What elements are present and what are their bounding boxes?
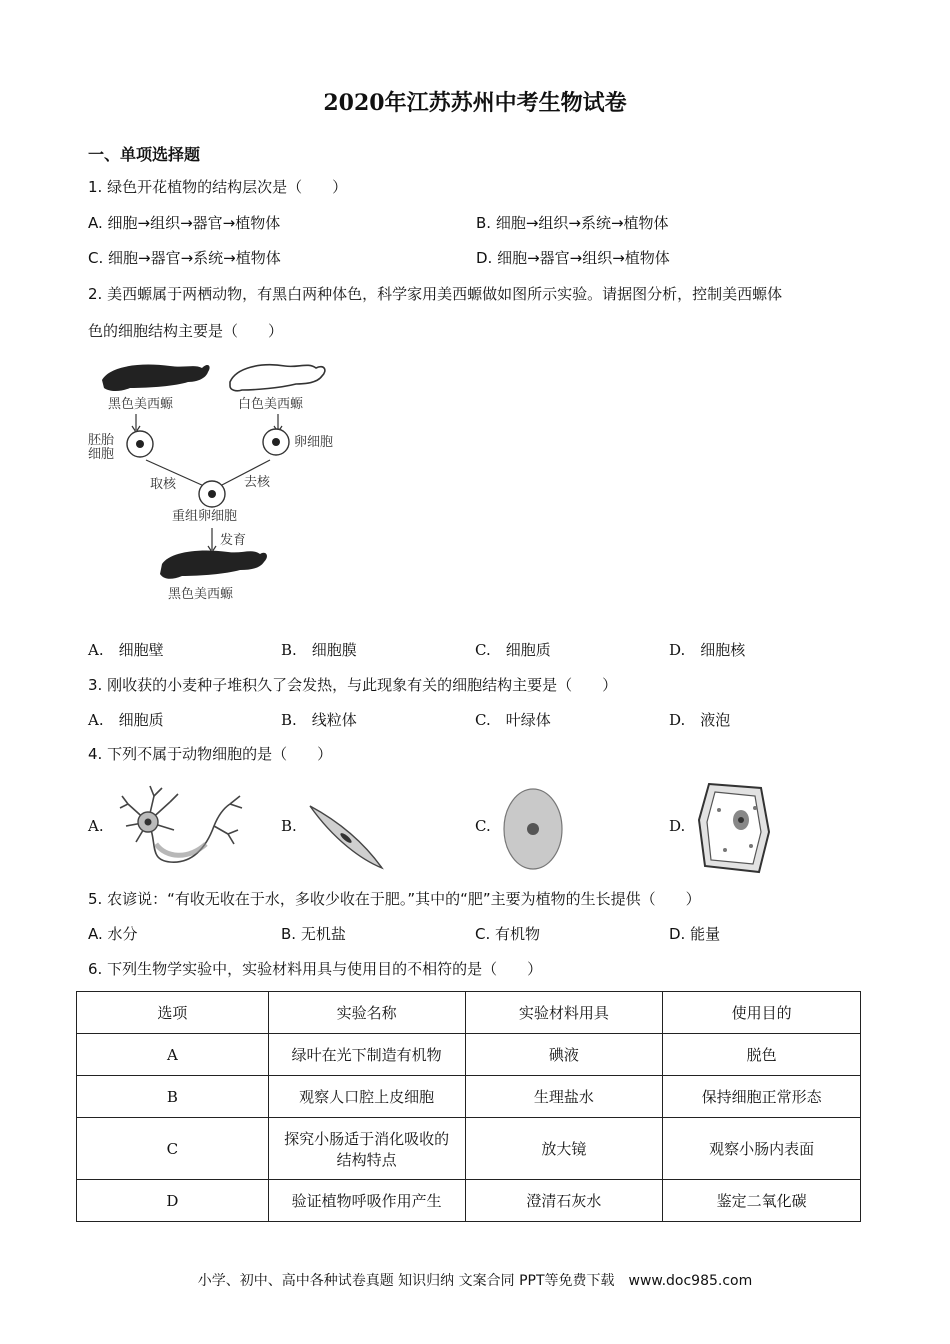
table-cell: 鉴定二氧化碳	[663, 1180, 861, 1222]
section-heading: 一、单项选择题	[88, 145, 201, 164]
question-6-stem: 6. 下列生物学实验中，实验材料用具与使用目的不相符的是（ ）	[88, 960, 543, 978]
table-header-cell: 实验材料用具	[465, 992, 663, 1034]
neuron-image	[118, 782, 248, 874]
table-cell: 脱色	[663, 1034, 861, 1076]
question-2-option-a[interactable]: A. 细胞壁	[88, 641, 164, 659]
question-5-stem: 5. 农谚说：“有收无收在于水，多收少收在于肥。”其中的“肥”主要为植物的生长提供（ ）	[88, 890, 701, 908]
egg-cell-label: 卵细胞	[294, 435, 334, 450]
table-cell: 保持细胞正常形态	[663, 1076, 861, 1118]
table-cell: C	[77, 1118, 269, 1180]
question-3-option-b[interactable]: B. 线粒体	[281, 711, 357, 729]
question-3-stem: 3. 刚收获的小麦种子堆积久了会发热，与此现象有关的细胞结构主要是（ ）	[88, 676, 618, 694]
question-2-stem-line1: 2. 美西螈属于两栖动物，有黑白两种体色，科学家用美西螈做如图所示实验。请据图分析，控制美西螈体	[88, 285, 783, 303]
embryo-label-2: 细胞	[88, 447, 115, 462]
question-1-option-d[interactable]: D. 细胞→器官→组织→植物体	[476, 249, 670, 267]
table-row	[77, 1034, 861, 1076]
table-header-cell: 使用目的	[663, 992, 861, 1034]
question-5-option-a[interactable]: A. 水分	[88, 925, 138, 943]
table-cell: 放大镜	[465, 1118, 663, 1180]
question-1-option-a[interactable]: A. 细胞→组织→器官→植物体	[88, 214, 281, 232]
take-nucleus-label: 取核	[150, 477, 177, 492]
smooth-muscle-cell-image	[306, 800, 386, 872]
epithelial-cell-image	[500, 786, 566, 872]
page-footer: 小学、初中、高中各种试卷真题 知识归纳 文案合同 PPT等免费下载 www.doc985.com	[197, 1273, 753, 1289]
question-4-option-c[interactable]: C.	[475, 817, 491, 835]
table-header-cell: 选项	[77, 992, 269, 1034]
question-5-option-b[interactable]: B. 无机盐	[281, 925, 346, 943]
black-axolotl-image	[102, 365, 210, 391]
question-6-table	[76, 991, 861, 1222]
table-cell: 碘液	[465, 1034, 663, 1076]
question-1-option-b[interactable]: B. 细胞→组织→系统→植物体	[476, 214, 669, 232]
recombined-egg-label: 重组卵细胞	[172, 509, 238, 524]
embryo-label-1: 胚胎	[88, 433, 115, 448]
question-4-stem: 4. 下列不属于动物细胞的是（ ）	[88, 745, 333, 763]
question-1-stem: 1. 绿色开花植物的结构层次是（ ）	[88, 178, 348, 196]
question-3-option-c[interactable]: C. 叶绿体	[475, 711, 551, 729]
question-2-option-c[interactable]: C. 细胞质	[475, 641, 551, 659]
table-row	[77, 1118, 861, 1180]
table-cell: 探究小肠适于消化吸收的结构特点	[268, 1118, 465, 1180]
question-4-option-a[interactable]: A.	[88, 817, 104, 835]
question-5-option-c[interactable]: C. 有机物	[475, 925, 541, 943]
table-cell: 观察人口腔上皮细胞	[268, 1076, 465, 1118]
table-header-cell: 实验名称	[268, 992, 465, 1034]
axolotl-experiment-figure	[80, 352, 380, 612]
result-axolotl-label: 黑色美西螈	[168, 587, 234, 602]
table-row	[77, 1180, 861, 1222]
table-cell: 验证植物呼吸作用产生	[268, 1180, 465, 1222]
table-cell: B	[77, 1076, 269, 1118]
white-axolotl-image	[230, 365, 325, 391]
table-row	[77, 1076, 861, 1118]
white-axolotl-label: 白色美西螈	[238, 397, 304, 412]
table-cell: 绿叶在光下制造有机物	[268, 1034, 465, 1076]
table-cell: 澄清石灰水	[465, 1180, 663, 1222]
table-cell: A	[77, 1034, 269, 1076]
table-cell: 观察小肠内表面	[663, 1118, 861, 1180]
table-cell: 生理盐水	[465, 1076, 663, 1118]
result-axolotl-image	[160, 551, 267, 579]
question-5-option-d[interactable]: D. 能量	[669, 925, 721, 943]
question-1-option-c[interactable]: C. 细胞→器官→系统→植物体	[88, 249, 281, 267]
page-title: 2020年江苏苏州中考生物试卷	[323, 90, 627, 116]
table-cell: D	[77, 1180, 269, 1222]
develop-label: 发育	[220, 533, 247, 548]
black-axolotl-label: 黑色美西螈	[108, 397, 174, 412]
question-2-stem-line2: 色的细胞结构主要是（ ）	[88, 322, 284, 340]
question-2-option-d[interactable]: D. 细胞核	[669, 641, 746, 659]
question-4-option-d[interactable]: D.	[669, 817, 686, 835]
question-3-option-d[interactable]: D. 液泡	[669, 711, 731, 729]
remove-nucleus-label: 去核	[244, 475, 271, 490]
plant-cell-image	[695, 780, 775, 876]
question-3-option-a[interactable]: A. 细胞质	[88, 711, 164, 729]
table-header-row	[77, 992, 861, 1034]
question-2-option-b[interactable]: B. 细胞膜	[281, 641, 357, 659]
question-4-option-b[interactable]: B.	[281, 817, 297, 835]
